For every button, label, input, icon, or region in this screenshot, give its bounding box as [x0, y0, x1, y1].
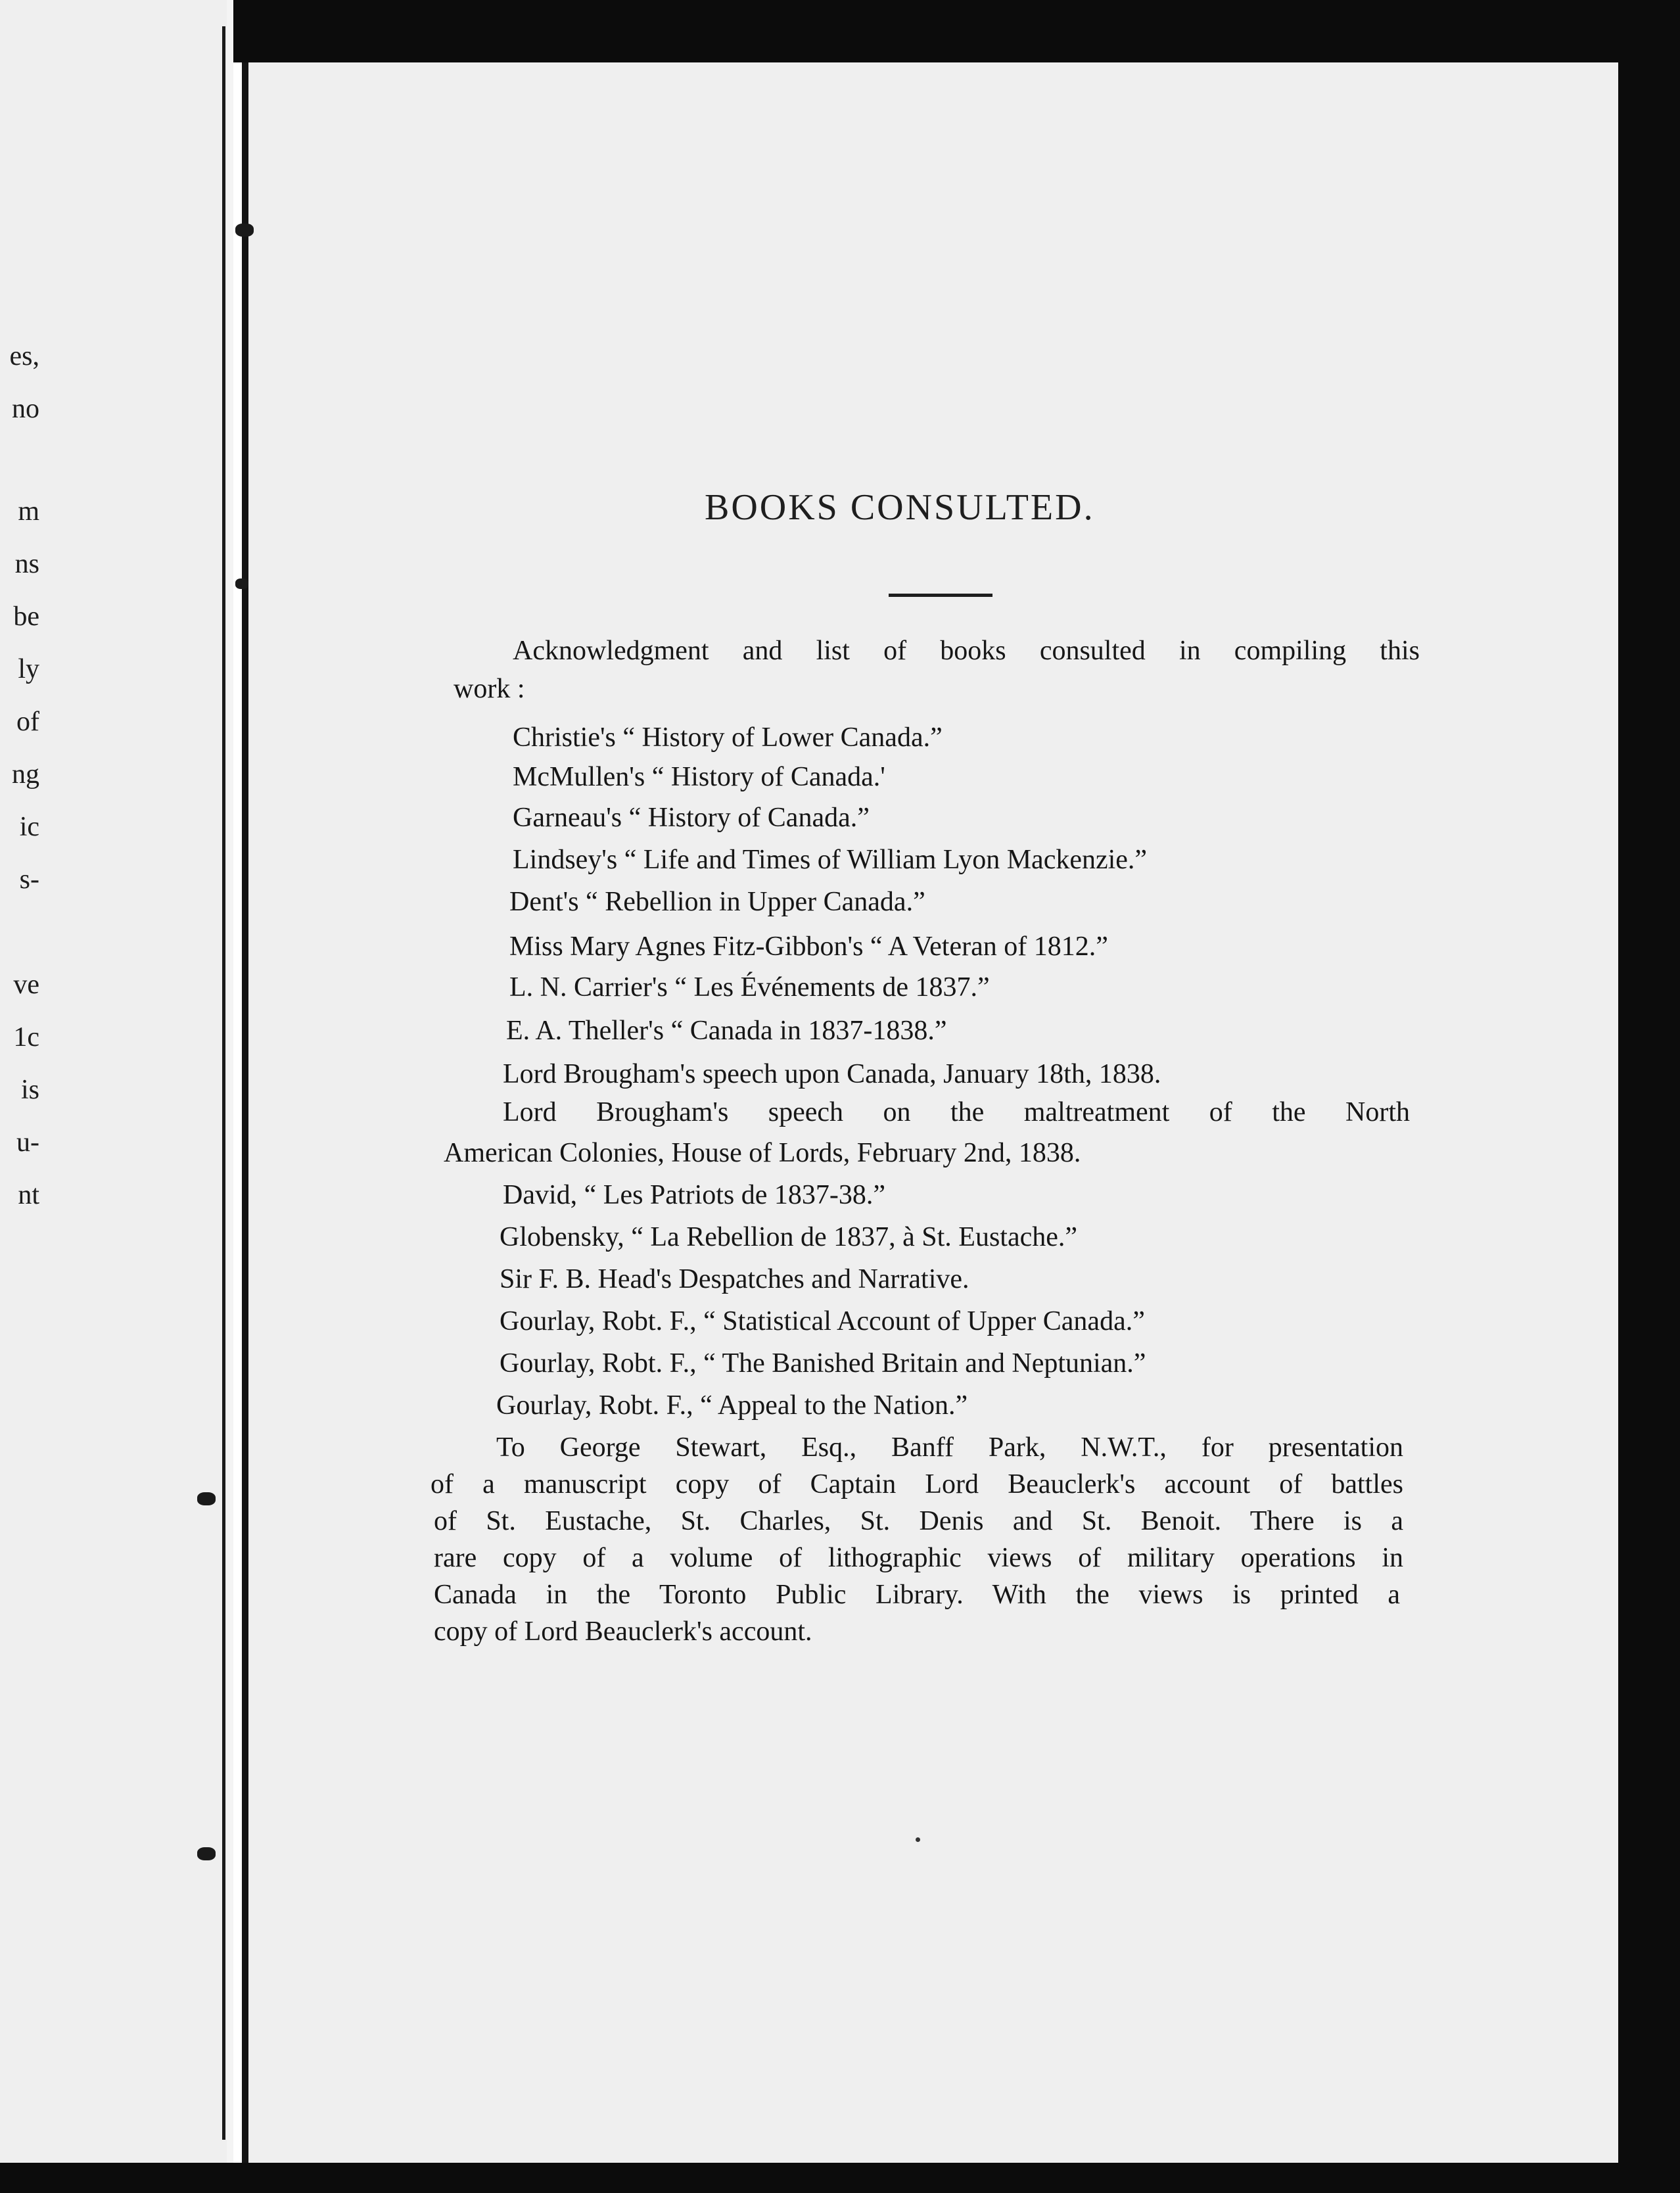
book-entry: Gourlay, Robt. F., “ The Banished Britain and Neptunian.” [500, 1348, 1146, 1379]
fragment-line: nt [18, 1180, 39, 1210]
book-entry: Lindsey's “ Life and Times of William Lyon Mackenzie.” [513, 845, 1148, 875]
left-page-edge [222, 26, 225, 2140]
closing-line: copy of Lord Beauclerk's account. [434, 1616, 812, 1647]
book-entry: Christie's “ History of Lower Canada.” [513, 722, 943, 753]
closing-line: of a manuscript copy of Captain Lord Beauclerk's account of battles [431, 1469, 1403, 1499]
page-title: BOOKS CONSULTED. [705, 487, 1095, 528]
book-entry: Gourlay, Robt. F., “ Statistical Account of Upper Canada.” [500, 1306, 1145, 1336]
fragment-line: ly [18, 654, 39, 684]
scan-top-border [233, 0, 1680, 62]
fragment-line: no [12, 394, 39, 424]
binding-stitch-mark [235, 224, 254, 237]
fragment-line: 1c [13, 1022, 39, 1052]
book-entry: American Colonies, House of Lords, February 2nd, 1838. [444, 1138, 1081, 1168]
intro-line: work : [454, 674, 525, 704]
title-rule [889, 594, 992, 597]
book-entry: Globensky, “ La Rebellion de 1837, à St. Eustache.” [500, 1222, 1078, 1252]
fragment-line: m [18, 496, 39, 527]
fragment-line: be [13, 601, 39, 632]
fragment-line: of [16, 707, 39, 737]
fragment-line: ns [14, 549, 39, 579]
book-entry: David, “ Les Patriots de 1837-38.” [503, 1180, 886, 1210]
fragment-line: u- [16, 1127, 39, 1158]
binding-stitch-mark [235, 578, 248, 589]
fragment-line: es, [9, 341, 39, 371]
book-entry: McMullen's “ History of Canada.' [513, 762, 885, 792]
fragment-line: s- [19, 864, 39, 895]
closing-line: Canada in the Toronto Public Library. With the views is printed a [434, 1580, 1400, 1610]
fragment-line: ng [12, 759, 39, 790]
binding-stitch-mark [197, 1847, 216, 1860]
closing-line: To George Stewart, Esq., Banff Park, N.W.T., for presentation [496, 1432, 1403, 1463]
binding-stitch-mark [197, 1492, 216, 1505]
book-entry: Lord Brougham's speech upon Canada, January 18th, 1838. [503, 1059, 1161, 1089]
intro-line: Acknowledgment and list of books consulted in compiling this [513, 636, 1420, 666]
book-entry: Sir F. B. Head's Despatches and Narrative. [500, 1264, 969, 1294]
book-entry: Gourlay, Robt. F., “ Appeal to the Nation.” [496, 1390, 968, 1421]
book-entry: L. N. Carrier's “ Les Événements de 1837.” [509, 972, 990, 1002]
speck [916, 1837, 920, 1842]
closing-line: rare copy of a volume of lithographic views of military operations in [434, 1543, 1403, 1573]
fragment-line: ve [13, 970, 39, 1000]
book-gutter [242, 26, 248, 2163]
book-entry: E. A. Theller's “ Canada in 1837-1838.” [506, 1016, 947, 1046]
book-entry: Dent's “ Rebellion in Upper Canada.” [509, 887, 925, 917]
scan-right-border [1618, 0, 1680, 2193]
closing-line: of St. Eustache, St. Charles, St. Denis and St. Benoit. There is a [434, 1506, 1403, 1536]
fragment-line: is [20, 1075, 39, 1105]
book-entry: Lord Brougham's speech on the maltreatment of the North [503, 1097, 1410, 1127]
book-entry: Garneau's “ History of Canada.” [513, 803, 870, 833]
scan-bottom-border [0, 2163, 1680, 2193]
fragment-line: ic [19, 812, 39, 842]
book-entry: Miss Mary Agnes Fitz-Gibbon's “ A Veteran of 1812.” [509, 931, 1108, 962]
